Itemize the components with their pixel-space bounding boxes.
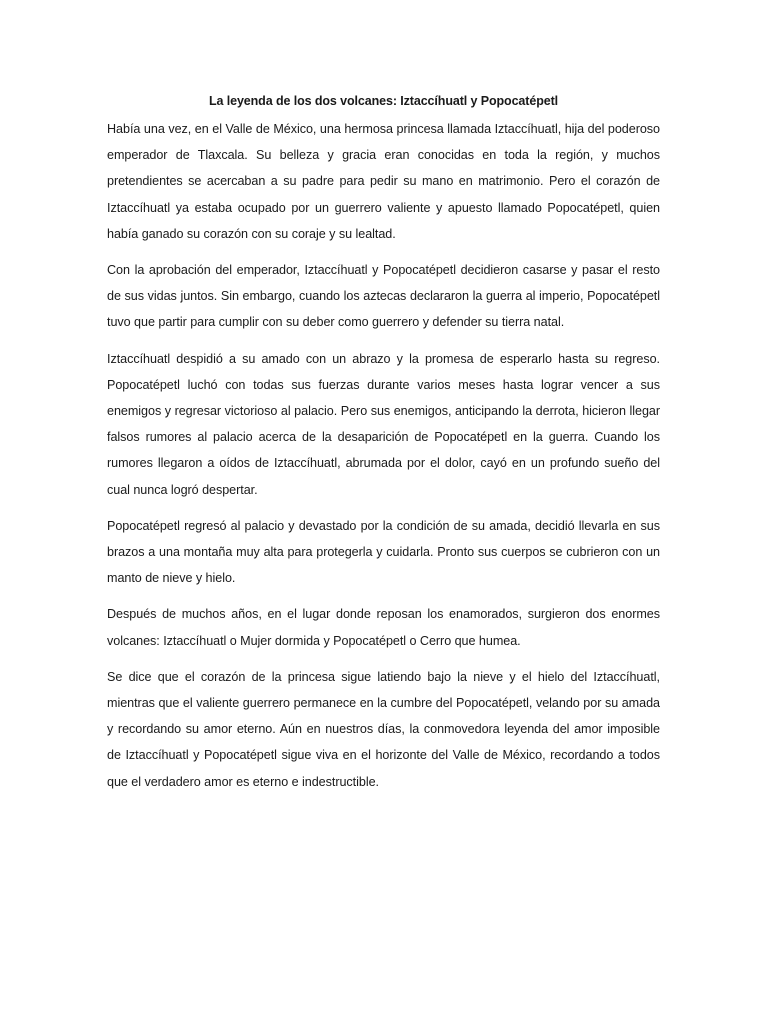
paragraph-4: Popocatépetl regresó al palacio y devastado por la condición de su amada, decidió llevarla en sus brazos a una montaña muy alta para protegerla y cuidarla. Pronto sus cuerpos se cubrieron con un manto de nieve y hielo. [107,518,660,586]
paragraph-2: Con la aprobación del emperador, Iztaccíhuatl y Popocatépetl decidieron casarse y pasar el resto de sus vidas juntos. Sin embargo, cuando los aztecas declararon la guerra al imperio, Popocatépetl tuvo que partir para cumplir con su deber como guerrero y defender su tierra natal. [107,263,660,330]
paragraph-3: Iztaccíhuatl despidió a su amado con un abrazo y la promesa de esperarlo hasta su regreso. Popocatépetl luchó con todas sus fuerzas durante varios meses hasta lograr vencer a sus enemigos y regresar victorioso al palacio. Pero sus enemigos, anticipando la derrota, hicieron llegar falsos rumores al palacio acerca de la desaparición de Popocatépetl en la guerra. Cuando los rumores llegaron a oídos de Iztaccíhuatl, abrumada por el dolor, cayó en un profundo sueño del cual nunca logró despertar. [107,351,660,497]
document-title: La leyenda de los dos volcanes: Iztaccíhuatl y Popocatépetl [208,94,559,108]
paragraph-5: Después de muchos años, en el lugar donde reposan los enamorados, surgieron dos enormes volcanes: Iztaccíhuatl o Mujer dormida y Popocatépetl o Cerro que humea. [107,607,660,648]
document-body [107,92,660,805]
paragraph-1: Había una vez, en el Valle de México, una hermosa princesa llamada Iztaccíhuatl, hija del poderoso emperador de Tlaxcala. Su belleza y gracia eran conocidas en toda la región, y muchos pretendientes se acercaban a su padre para pedir su mano en matrimonio. Pero el corazón de Iztaccíhuatl ya estaba ocupado por un guerrero valiente y apuesto llamado Popocatépetl, quien había ganado su corazón con su coraje y su lealtad. [107,122,660,241]
paragraph-6: Se dice que el corazón de la princesa sigue latiendo bajo la nieve y el hielo del Iztaccíhuatl, mientras que el valiente guerrero permanece en la cumbre del Popocatépetl, velando por su amada y recordando su amor eterno. Aún en nuestros días, la conmovedora leyenda del amor imposible de Iztaccíhuatl y Popocatépetl sigue viva en el horizonte del Valle de México, recordando a todos que el verdadero amor es eterno e indestructible. [107,669,660,789]
